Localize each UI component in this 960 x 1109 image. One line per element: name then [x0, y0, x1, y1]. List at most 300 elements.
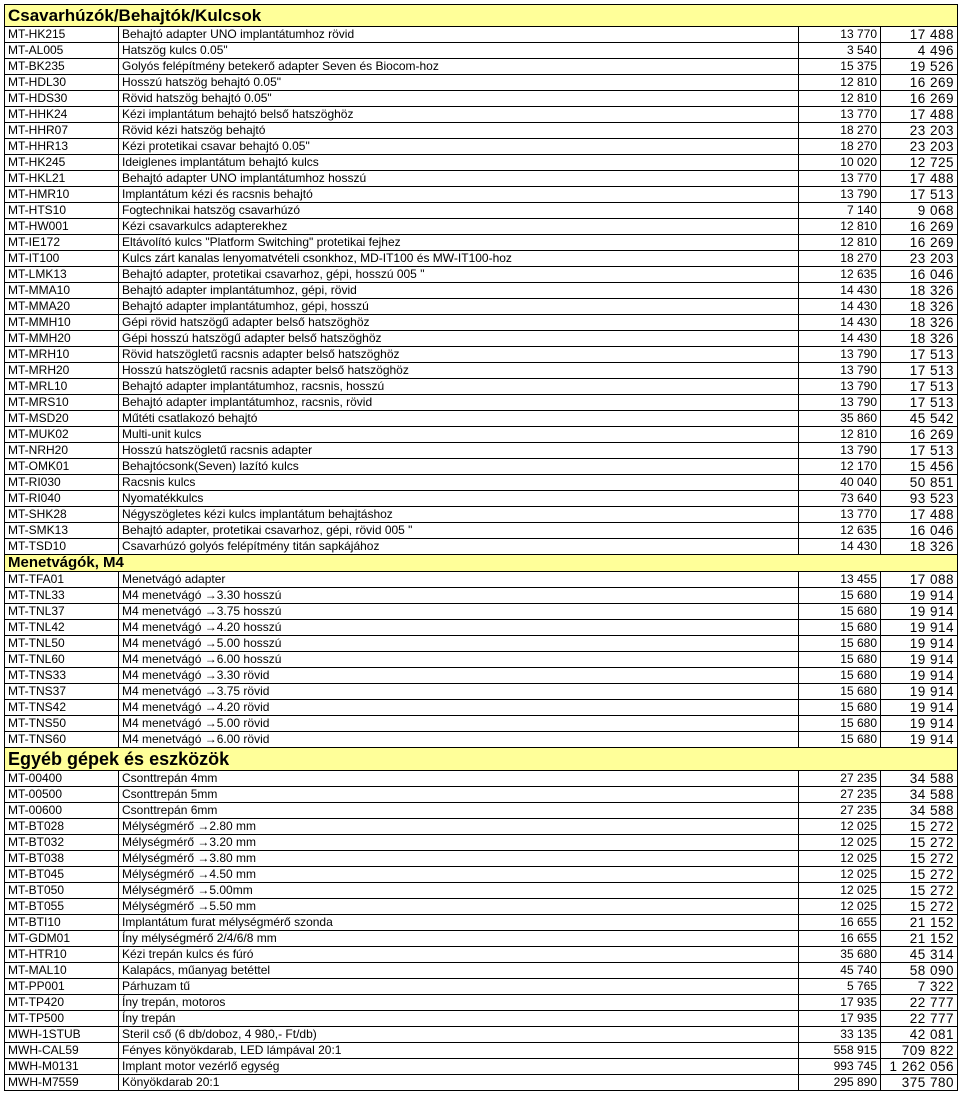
gross-price-cell: 34 588 — [881, 787, 958, 803]
gross-price-cell: 45 542 — [881, 411, 958, 427]
table-row — [5, 1043, 958, 1059]
gross-price-cell: 15 272 — [881, 867, 958, 883]
net-price-cell: 13 790 — [799, 395, 881, 411]
product-code-cell: MWH-M0131 — [5, 1059, 119, 1075]
net-price-cell: 40 040 — [799, 475, 881, 491]
table-row — [5, 315, 958, 331]
gross-price-cell: 19 914 — [881, 700, 958, 716]
table-row — [5, 59, 958, 75]
gross-price-cell: 1 262 056 — [881, 1059, 958, 1075]
product-description-cell: Behajtó adapter UNO implantátumhoz rövid — [119, 27, 799, 43]
gross-price-cell: 4 496 — [881, 43, 958, 59]
table-row — [5, 604, 958, 620]
product-code-cell: MT-HDL30 — [5, 75, 119, 91]
table-row — [5, 331, 958, 347]
product-code-cell: MT-HK215 — [5, 27, 119, 43]
gross-price-cell: 17 488 — [881, 107, 958, 123]
product-description-cell: Rövid hatszög behajtó 0.05" — [119, 91, 799, 107]
product-code-cell: MT-NRH20 — [5, 443, 119, 459]
net-price-cell: 15 680 — [799, 684, 881, 700]
table-row — [5, 963, 958, 979]
gross-price-cell: 16 269 — [881, 219, 958, 235]
section-header-row — [5, 555, 958, 572]
product-code-cell: MT-TP420 — [5, 995, 119, 1011]
product-description-cell: Behajtó adapter, protetikai csavarhoz, gépi, hosszú 005 " — [119, 267, 799, 283]
product-description-cell: Kézi implantátum behajtó belső hatszöghöz — [119, 107, 799, 123]
table-row — [5, 283, 958, 299]
product-code-cell: MT-MUK02 — [5, 427, 119, 443]
table-row — [5, 91, 958, 107]
product-code-cell: MWH-M7559 — [5, 1075, 119, 1091]
product-description-cell: Behajtó adapter, protetikai csavarhoz, gépi, rövid 005 " — [119, 523, 799, 539]
table-row — [5, 979, 958, 995]
net-price-cell: 558 915 — [799, 1043, 881, 1059]
net-price-cell: 35 680 — [799, 947, 881, 963]
table-row — [5, 947, 958, 963]
gross-price-cell: 93 523 — [881, 491, 958, 507]
product-description-cell: Implantátum kézi és racsnis behajtó — [119, 187, 799, 203]
table-row — [5, 139, 958, 155]
gross-price-cell: 17 088 — [881, 572, 958, 588]
product-description-cell: Hosszú hatszögletű racsnis adapter belső hatszöghöz — [119, 363, 799, 379]
product-description-cell: M4 menetvágó →3.75 rövid — [119, 684, 799, 700]
product-code-cell: MT-TNL50 — [5, 636, 119, 652]
net-price-cell: 12 635 — [799, 267, 881, 283]
product-code-cell: MT-TNS42 — [5, 700, 119, 716]
net-price-cell: 45 740 — [799, 963, 881, 979]
gross-price-cell: 22 777 — [881, 995, 958, 1011]
product-description-cell: Rövid kézi hatszög behajtó — [119, 123, 799, 139]
product-description-cell: Behajtó adapter UNO implantátumhoz hosszú — [119, 171, 799, 187]
gross-price-cell: 23 203 — [881, 123, 958, 139]
product-description-cell: Csonttrepán 6mm — [119, 803, 799, 819]
net-price-cell: 12 810 — [799, 219, 881, 235]
table-row — [5, 171, 958, 187]
table-row — [5, 652, 958, 668]
gross-price-cell: 17 488 — [881, 171, 958, 187]
product-description-cell: M4 menetvágó →5.00 rövid — [119, 716, 799, 732]
product-code-cell: MT-BK235 — [5, 59, 119, 75]
gross-price-cell: 16 269 — [881, 75, 958, 91]
product-code-cell: MT-PP001 — [5, 979, 119, 995]
product-description-cell: Mélységmérő →2.80 mm — [119, 819, 799, 835]
product-code-cell: MT-TNS50 — [5, 716, 119, 732]
gross-price-cell: 17 488 — [881, 27, 958, 43]
product-code-cell: MT-TNS60 — [5, 732, 119, 748]
net-price-cell: 12 810 — [799, 75, 881, 91]
product-code-cell: MT-00400 — [5, 771, 119, 787]
price-list-sheet — [4, 4, 957, 1091]
gross-price-cell: 19 914 — [881, 588, 958, 604]
gross-price-cell: 23 203 — [881, 139, 958, 155]
product-description-cell: Multi-unit kulcs — [119, 427, 799, 443]
product-description-cell: Fogtechnikai hatszög csavarhúzó — [119, 203, 799, 219]
gross-price-cell: 15 272 — [881, 899, 958, 915]
product-code-cell: MT-HMR10 — [5, 187, 119, 203]
table-row — [5, 235, 958, 251]
net-price-cell: 10 020 — [799, 155, 881, 171]
net-price-cell: 18 270 — [799, 139, 881, 155]
product-description-cell: Csavarhúzó golyós felépítmény titán sapkájához — [119, 539, 799, 555]
net-price-cell: 14 430 — [799, 299, 881, 315]
net-price-cell: 993 745 — [799, 1059, 881, 1075]
product-code-cell: MT-MAL10 — [5, 963, 119, 979]
gross-price-cell: 34 588 — [881, 771, 958, 787]
net-price-cell: 14 430 — [799, 539, 881, 555]
table-row — [5, 819, 958, 835]
product-code-cell: MT-00600 — [5, 803, 119, 819]
product-description-cell: Íny trepán — [119, 1011, 799, 1027]
table-row — [5, 155, 958, 171]
gross-price-cell: 17 513 — [881, 187, 958, 203]
product-code-cell: MT-HTR10 — [5, 947, 119, 963]
product-description-cell: Kézi trepán kulcs és fúró — [119, 947, 799, 963]
net-price-cell: 73 640 — [799, 491, 881, 507]
table-row — [5, 851, 958, 867]
table-row — [5, 1011, 958, 1027]
product-code-cell: MT-TNL37 — [5, 604, 119, 620]
table-row — [5, 107, 958, 123]
table-row — [5, 27, 958, 43]
table-row — [5, 363, 958, 379]
product-code-cell: MT-TNS33 — [5, 668, 119, 684]
product-code-cell: MT-SHK28 — [5, 507, 119, 523]
net-price-cell: 12 025 — [799, 851, 881, 867]
product-code-cell: MT-BT032 — [5, 835, 119, 851]
section-title: Csavarhúzók/Behajtók/Kulcsok — [5, 5, 958, 27]
net-price-cell: 14 430 — [799, 331, 881, 347]
net-price-cell: 12 025 — [799, 819, 881, 835]
net-price-cell: 15 680 — [799, 668, 881, 684]
product-code-cell: MT-HW001 — [5, 219, 119, 235]
gross-price-cell: 19 914 — [881, 668, 958, 684]
gross-price-cell: 15 456 — [881, 459, 958, 475]
net-price-cell: 12 025 — [799, 835, 881, 851]
table-row — [5, 187, 958, 203]
net-price-cell: 16 655 — [799, 931, 881, 947]
gross-price-cell: 16 269 — [881, 91, 958, 107]
product-code-cell: MT-BT028 — [5, 819, 119, 835]
net-price-cell: 13 790 — [799, 443, 881, 459]
gross-price-cell: 17 513 — [881, 443, 958, 459]
product-description-cell: Ideiglenes implantátum behajtó kulcs — [119, 155, 799, 171]
net-price-cell: 15 680 — [799, 604, 881, 620]
gross-price-cell: 17 488 — [881, 507, 958, 523]
net-price-cell: 27 235 — [799, 787, 881, 803]
product-description-cell: Menetvágó adapter — [119, 572, 799, 588]
net-price-cell: 17 935 — [799, 1011, 881, 1027]
net-price-cell: 12 025 — [799, 867, 881, 883]
product-code-cell: MT-MMH10 — [5, 315, 119, 331]
product-description-cell: Implantátum furat mélységmérő szonda — [119, 915, 799, 931]
table-row — [5, 588, 958, 604]
price-table — [4, 4, 958, 1091]
table-row — [5, 475, 958, 491]
net-price-cell: 18 270 — [799, 251, 881, 267]
net-price-cell: 13 770 — [799, 107, 881, 123]
net-price-cell: 13 770 — [799, 507, 881, 523]
product-code-cell: MT-MMH20 — [5, 331, 119, 347]
product-code-cell: MT-MRL10 — [5, 379, 119, 395]
gross-price-cell: 45 314 — [881, 947, 958, 963]
product-description-cell: Könyökdarab 20:1 — [119, 1075, 799, 1091]
product-description-cell: M4 menetvágó →3.75 hosszú — [119, 604, 799, 620]
product-description-cell: Négyszögletes kézi kulcs implantátum behajtáshoz — [119, 507, 799, 523]
table-row — [5, 459, 958, 475]
net-price-cell: 27 235 — [799, 771, 881, 787]
gross-price-cell: 18 326 — [881, 539, 958, 555]
gross-price-cell: 18 326 — [881, 299, 958, 315]
product-description-cell: Csonttrepán 4mm — [119, 771, 799, 787]
product-description-cell: Nyomatékkulcs — [119, 491, 799, 507]
table-row — [5, 411, 958, 427]
product-code-cell: MT-GDM01 — [5, 931, 119, 947]
net-price-cell: 12 635 — [799, 523, 881, 539]
gross-price-cell: 34 588 — [881, 803, 958, 819]
net-price-cell: 15 680 — [799, 716, 881, 732]
net-price-cell: 14 430 — [799, 283, 881, 299]
net-price-cell: 14 430 — [799, 315, 881, 331]
product-code-cell: MT-IE172 — [5, 235, 119, 251]
table-row — [5, 771, 958, 787]
product-description-cell: Fényes könyökdarab, LED lámpával 20:1 — [119, 1043, 799, 1059]
product-description-cell: Hatszög kulcs 0.05" — [119, 43, 799, 59]
table-row — [5, 491, 958, 507]
table-row — [5, 915, 958, 931]
product-code-cell: MT-TNL60 — [5, 652, 119, 668]
net-price-cell: 13 770 — [799, 27, 881, 43]
product-code-cell: MT-MRS10 — [5, 395, 119, 411]
gross-price-cell: 375 780 — [881, 1075, 958, 1091]
product-description-cell: Íny trepán, motoros — [119, 995, 799, 1011]
product-description-cell: Gépi rövid hatszögű adapter belső hatszöghöz — [119, 315, 799, 331]
net-price-cell: 3 540 — [799, 43, 881, 59]
table-row — [5, 251, 958, 267]
table-row — [5, 803, 958, 819]
net-price-cell: 12 170 — [799, 459, 881, 475]
table-row — [5, 539, 958, 555]
net-price-cell: 33 135 — [799, 1027, 881, 1043]
gross-price-cell: 42 081 — [881, 1027, 958, 1043]
net-price-cell: 13 455 — [799, 572, 881, 588]
product-description-cell: Mélységmérő →5.50 mm — [119, 899, 799, 915]
table-row — [5, 867, 958, 883]
table-row — [5, 572, 958, 588]
table-row — [5, 700, 958, 716]
product-description-cell: M4 menetvágó →5.00 hosszú — [119, 636, 799, 652]
net-price-cell: 12 810 — [799, 91, 881, 107]
product-code-cell: MT-OMK01 — [5, 459, 119, 475]
product-code-cell: MT-HHK24 — [5, 107, 119, 123]
product-description-cell: M4 menetvágó →3.30 hosszú — [119, 588, 799, 604]
gross-price-cell: 15 272 — [881, 883, 958, 899]
product-description-cell: Hosszú hatszög behajtó 0.05" — [119, 75, 799, 91]
product-description-cell: Behajtó adapter implantátumhoz, racsnis, hosszú — [119, 379, 799, 395]
gross-price-cell: 21 152 — [881, 915, 958, 931]
table-row — [5, 787, 958, 803]
table-row — [5, 883, 958, 899]
product-code-cell: MT-TNL42 — [5, 620, 119, 636]
net-price-cell: 18 270 — [799, 123, 881, 139]
product-code-cell: MT-MSD20 — [5, 411, 119, 427]
product-description-cell: M4 menetvágó →6.00 rövid — [119, 732, 799, 748]
product-code-cell: MT-MMA10 — [5, 283, 119, 299]
table-row — [5, 1059, 958, 1075]
section-title: Egyéb gépek és eszközök — [5, 748, 958, 771]
net-price-cell: 15 680 — [799, 636, 881, 652]
product-description-cell: Kalapács, műanyag betéttel — [119, 963, 799, 979]
product-code-cell: MT-RI030 — [5, 475, 119, 491]
table-row — [5, 636, 958, 652]
net-price-cell: 12 810 — [799, 235, 881, 251]
product-description-cell: M4 menetvágó →4.20 rövid — [119, 700, 799, 716]
table-row — [5, 123, 958, 139]
net-price-cell: 15 375 — [799, 59, 881, 75]
product-code-cell: MT-IT100 — [5, 251, 119, 267]
product-code-cell: MWH-1STUB — [5, 1027, 119, 1043]
gross-price-cell: 12 725 — [881, 155, 958, 171]
table-row — [5, 835, 958, 851]
product-description-cell: Golyós felépítmény betekerő adapter Seven és Biocom-hoz — [119, 59, 799, 75]
table-row — [5, 716, 958, 732]
net-price-cell: 15 680 — [799, 732, 881, 748]
gross-price-cell: 19 914 — [881, 732, 958, 748]
table-row — [5, 379, 958, 395]
product-code-cell: MT-MRH10 — [5, 347, 119, 363]
net-price-cell: 5 765 — [799, 979, 881, 995]
gross-price-cell: 19 914 — [881, 716, 958, 732]
gross-price-cell: 17 513 — [881, 363, 958, 379]
table-row — [5, 507, 958, 523]
gross-price-cell: 18 326 — [881, 331, 958, 347]
product-description-cell: Behajtó adapter implantátumhoz, gépi, rövid — [119, 283, 799, 299]
gross-price-cell: 15 272 — [881, 819, 958, 835]
table-row — [5, 732, 958, 748]
product-description-cell: Mélységmérő →3.80 mm — [119, 851, 799, 867]
product-code-cell: MT-TNS37 — [5, 684, 119, 700]
gross-price-cell: 16 046 — [881, 267, 958, 283]
product-description-cell: Csonttrepán 5mm — [119, 787, 799, 803]
gross-price-cell: 58 090 — [881, 963, 958, 979]
product-description-cell: Íny mélységmérő 2/4/6/8 mm — [119, 931, 799, 947]
net-price-cell: 13 790 — [799, 347, 881, 363]
product-description-cell: M4 menetvágó →6.00 hosszú — [119, 652, 799, 668]
product-description-cell: Kézi csavarkulcs adapterekhez — [119, 219, 799, 235]
product-description-cell: Steril cső (6 db/doboz, 4 980,- Ft/db) — [119, 1027, 799, 1043]
gross-price-cell: 23 203 — [881, 251, 958, 267]
product-code-cell: MT-TFA01 — [5, 572, 119, 588]
product-code-cell: MT-HTS10 — [5, 203, 119, 219]
product-code-cell: MT-BTI10 — [5, 915, 119, 931]
product-description-cell: Behajtó adapter implantátumhoz, gépi, hosszú — [119, 299, 799, 315]
gross-price-cell: 19 914 — [881, 636, 958, 652]
table-row — [5, 43, 958, 59]
section-title: Menetvágók, M4 — [5, 555, 958, 572]
product-code-cell: MT-BT038 — [5, 851, 119, 867]
product-code-cell: MT-RI040 — [5, 491, 119, 507]
section-header-row — [5, 5, 958, 27]
product-code-cell: MT-00500 — [5, 787, 119, 803]
net-price-cell: 13 790 — [799, 187, 881, 203]
table-row — [5, 427, 958, 443]
product-description-cell: Behajtócsonk(Seven) lazító kulcs — [119, 459, 799, 475]
gross-price-cell: 15 272 — [881, 835, 958, 851]
gross-price-cell: 18 326 — [881, 315, 958, 331]
table-row — [5, 620, 958, 636]
net-price-cell: 17 935 — [799, 995, 881, 1011]
table-row — [5, 347, 958, 363]
gross-price-cell: 19 914 — [881, 652, 958, 668]
net-price-cell: 295 890 — [799, 1075, 881, 1091]
net-price-cell: 35 860 — [799, 411, 881, 427]
table-row — [5, 684, 958, 700]
net-price-cell: 7 140 — [799, 203, 881, 219]
product-code-cell: MT-MMA20 — [5, 299, 119, 315]
product-description-cell: Kézi protetikai csavar behajtó 0.05" — [119, 139, 799, 155]
gross-price-cell: 709 822 — [881, 1043, 958, 1059]
product-description-cell: Kulcs zárt kanalas lenyomatvételi csonkhoz, MD-IT100 és MW-IT100-hoz — [119, 251, 799, 267]
table-row — [5, 1027, 958, 1043]
gross-price-cell: 19 914 — [881, 684, 958, 700]
gross-price-cell: 15 272 — [881, 851, 958, 867]
table-row — [5, 931, 958, 947]
table-row — [5, 267, 958, 283]
net-price-cell: 12 810 — [799, 427, 881, 443]
gross-price-cell: 19 914 — [881, 620, 958, 636]
gross-price-cell: 21 152 — [881, 931, 958, 947]
product-description-cell: Implant motor vezérlő egység — [119, 1059, 799, 1075]
product-code-cell: MT-TSD10 — [5, 539, 119, 555]
product-code-cell: MT-HHR07 — [5, 123, 119, 139]
product-description-cell: M4 menetvágó →4.20 hosszú — [119, 620, 799, 636]
gross-price-cell: 16 046 — [881, 523, 958, 539]
product-description-cell: Mélységmérő →4.50 mm — [119, 867, 799, 883]
table-row — [5, 75, 958, 91]
table-row — [5, 1075, 958, 1091]
net-price-cell: 15 680 — [799, 700, 881, 716]
net-price-cell: 27 235 — [799, 803, 881, 819]
net-price-cell: 15 680 — [799, 588, 881, 604]
table-row — [5, 299, 958, 315]
product-code-cell: MT-BT050 — [5, 883, 119, 899]
gross-price-cell: 17 513 — [881, 395, 958, 411]
product-description-cell: Racsnis kulcs — [119, 475, 799, 491]
product-description-cell: Párhuzam tű — [119, 979, 799, 995]
product-code-cell: MT-BT055 — [5, 899, 119, 915]
product-code-cell: MT-HK245 — [5, 155, 119, 171]
product-description-cell: Gépi hosszú hatszögű adapter belső hatszöghöz — [119, 331, 799, 347]
gross-price-cell: 50 851 — [881, 475, 958, 491]
product-code-cell: MT-SMK13 — [5, 523, 119, 539]
table-row — [5, 995, 958, 1011]
product-code-cell: MT-TNL33 — [5, 588, 119, 604]
gross-price-cell: 9 068 — [881, 203, 958, 219]
price-table-body — [5, 5, 958, 1091]
product-description-cell: Rövid hatszögletű racsnis adapter belső hatszöghöz — [119, 347, 799, 363]
net-price-cell: 13 790 — [799, 379, 881, 395]
table-row — [5, 523, 958, 539]
gross-price-cell: 7 322 — [881, 979, 958, 995]
gross-price-cell: 19 526 — [881, 59, 958, 75]
net-price-cell: 15 680 — [799, 652, 881, 668]
product-code-cell: MT-LMK13 — [5, 267, 119, 283]
table-row — [5, 395, 958, 411]
table-row — [5, 899, 958, 915]
product-description-cell: Behajtó adapter implantátumhoz, racsnis, rövid — [119, 395, 799, 411]
table-row — [5, 219, 958, 235]
product-description-cell: Mélységmérő →5.00mm — [119, 883, 799, 899]
product-code-cell: MT-HHR13 — [5, 139, 119, 155]
